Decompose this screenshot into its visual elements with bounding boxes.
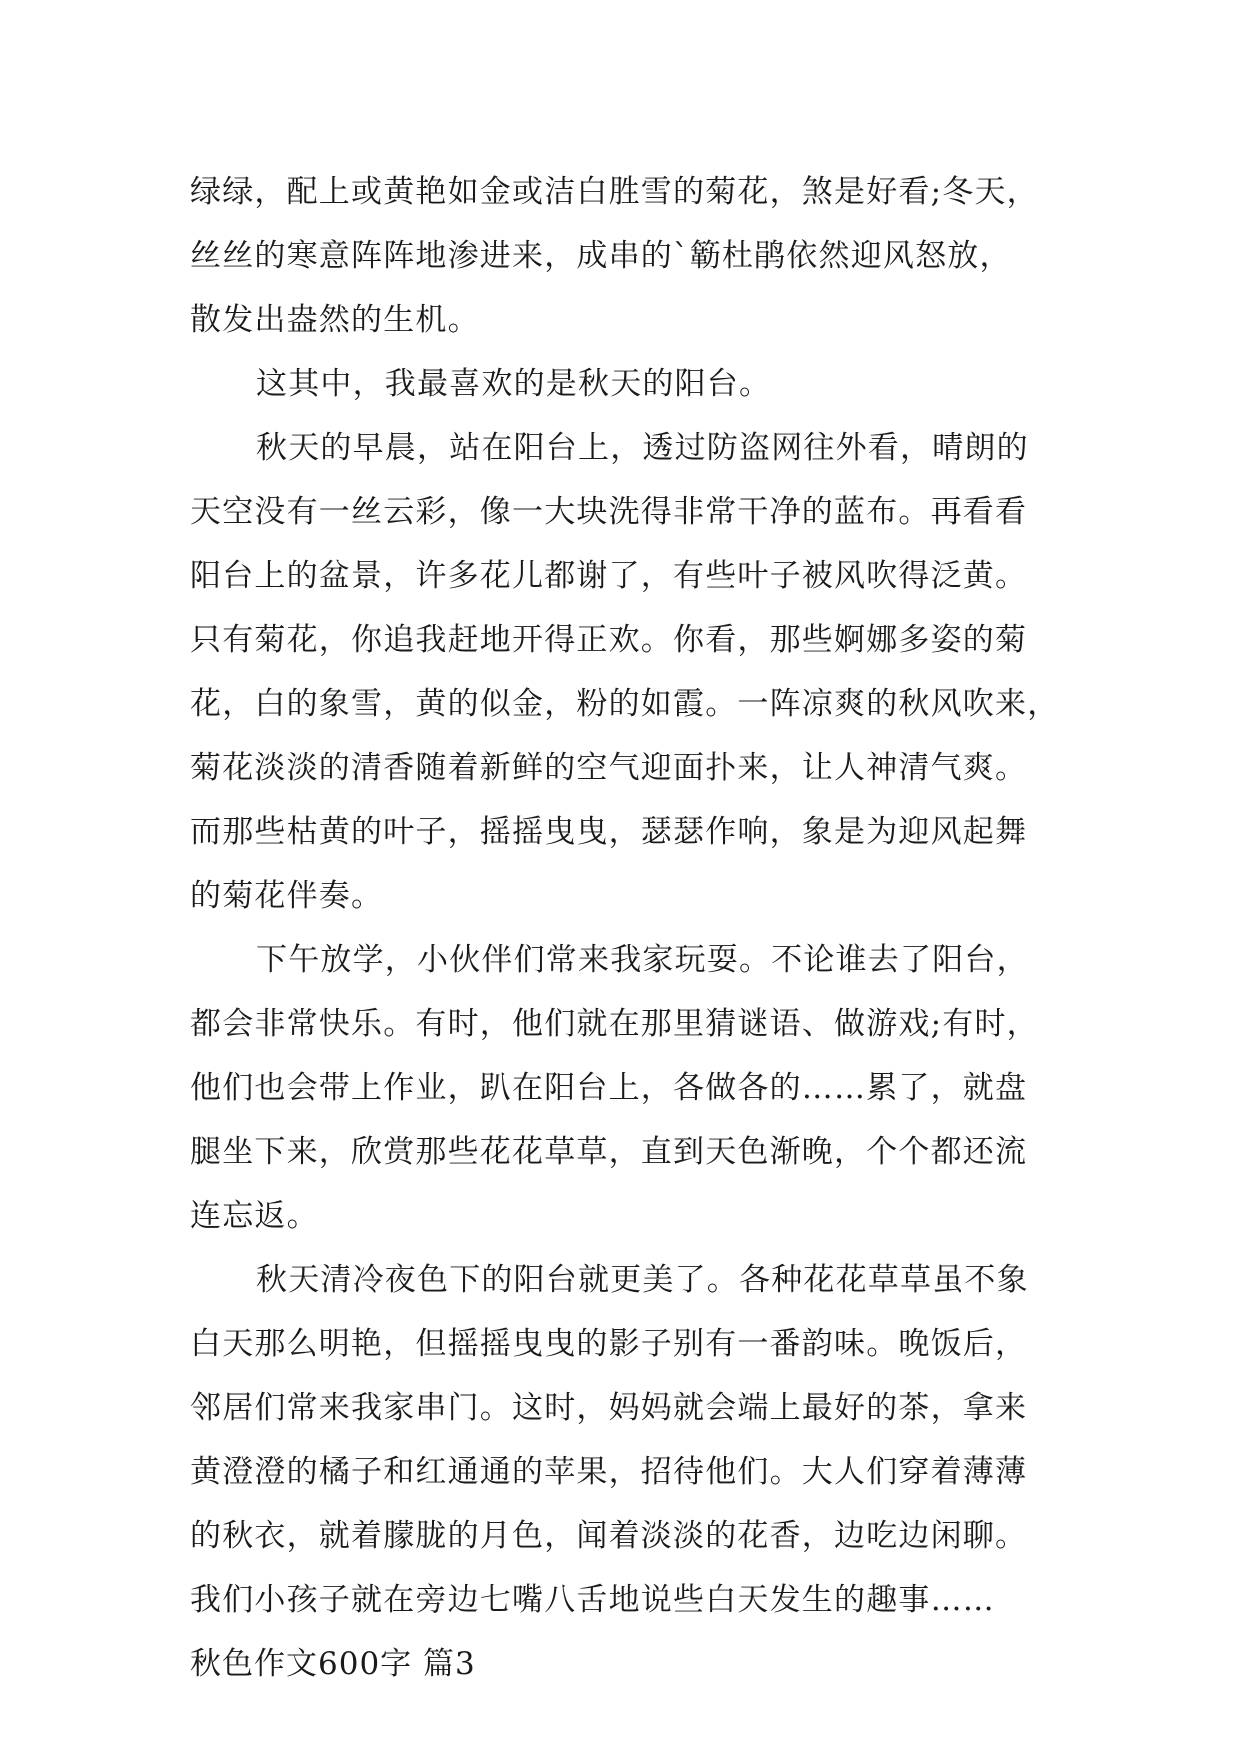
text-line: 他们也会带上作业，趴在阳台上，各做各的……累了，就盘 <box>190 1070 1028 1106</box>
text-line: 花，白的象雪，黄的似金，粉的如霞。一阵凉爽的秋风吹来， <box>190 686 1060 722</box>
text-line: 都会非常快乐。有时，他们就在那里猜谜语、做游戏;有时， <box>190 1006 1039 1042</box>
text-line: 只有菊花，你追我赶地开得正欢。你看，那些婀娜多姿的菊 <box>190 622 1028 658</box>
text-line: 天空没有一丝云彩，像一大块洗得非常干净的蓝布。再看看 <box>190 494 1028 530</box>
document-page <box>190 160 1070 1696</box>
text-line: 散发出盎然的生机。 <box>190 302 480 338</box>
text-line: 下午放学，小伙伴们常来我家玩耍。不论谁去了阳台， <box>256 942 1029 978</box>
text-line: 绿绿，配上或黄艳如金或洁白胜雪的菊花，煞是好看;冬天， <box>190 174 1039 210</box>
text-line: 菊花淡淡的清香随着新鲜的空气迎面扑来，让人神清气爽。 <box>190 750 1028 786</box>
text-line: 邻居们常来我家串门。这时，妈妈就会端上最好的茶，拿来 <box>190 1390 1028 1426</box>
text-line: 的秋衣，就着朦胧的月色，闻着淡淡的花香，边吃边闲聊。 <box>190 1518 1028 1554</box>
text-line: 丝丝的寒意阵阵地渗进来，成串的`簕杜鹃依然迎风怒放， <box>190 238 1012 274</box>
text-line: 这其中，我最喜欢的是秋天的阳台。 <box>256 366 772 402</box>
text-line: 我们小孩子就在旁边七嘴八舌地说些白天发生的趣事…… <box>190 1582 995 1618</box>
text-line: 秋天的早晨，站在阳台上，透过防盗网往外看，晴朗的 <box>256 430 1029 466</box>
text-line: 白天那么明艳，但摇摇曳曳的影子别有一番韵味。晚饭后， <box>190 1326 1028 1362</box>
text-line: 秋天清冷夜色下的阳台就更美了。各种花花草草虽不象 <box>256 1262 1029 1298</box>
text-line: 的菊花伴奏。 <box>190 878 384 914</box>
text-line: 连忘返。 <box>190 1198 319 1234</box>
text-line: 黄澄澄的橘子和红通通的苹果，招待他们。大人们穿着薄薄 <box>190 1454 1028 1490</box>
section-heading: 秋色作文600字 篇3 <box>190 1646 476 1682</box>
text-line: 腿坐下来，欣赏那些花花草草，直到天色渐晚，个个都还流 <box>190 1134 1028 1170</box>
text-line: 而那些枯黄的叶子，摇摇曳曳，瑟瑟作响，象是为迎风起舞 <box>190 814 1028 850</box>
text-line: 阳台上的盆景，许多花儿都谢了，有些叶子被风吹得泛黄。 <box>190 558 1028 594</box>
